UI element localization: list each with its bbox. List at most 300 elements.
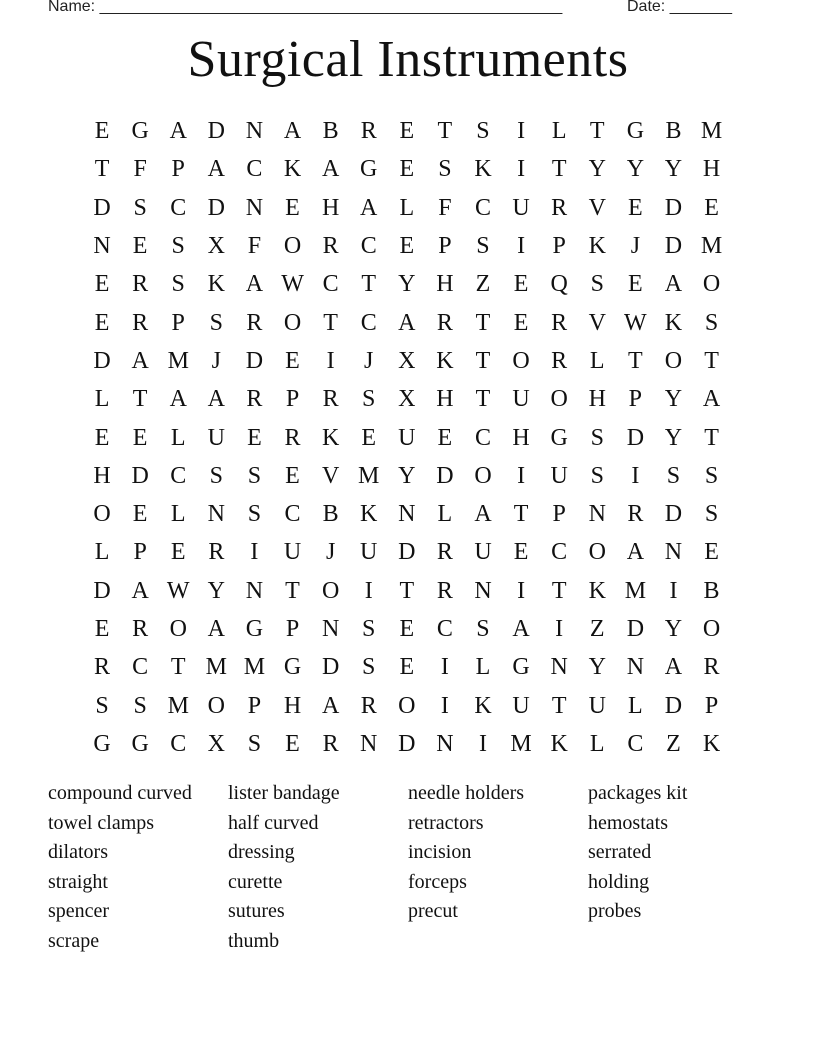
grid-letter[interactable]: S — [476, 233, 490, 260]
grid-letter[interactable]: R — [322, 233, 339, 260]
grid-letter[interactable]: I — [631, 462, 640, 489]
grid-letter[interactable]: D — [93, 194, 111, 221]
grid-letter[interactable]: B — [322, 118, 339, 145]
grid-letter[interactable]: G — [93, 730, 111, 757]
grid-letter[interactable]: J — [325, 539, 336, 566]
grid-letter[interactable]: S — [171, 233, 185, 260]
grid-letter[interactable]: Y — [664, 424, 683, 451]
grid-letter[interactable]: P — [171, 156, 185, 183]
grid-letter[interactable]: E — [399, 156, 415, 183]
grid-letter[interactable]: R — [551, 309, 568, 336]
grid-letter[interactable]: M — [700, 118, 723, 145]
grid-letter[interactable]: O — [207, 692, 225, 719]
grid-letter[interactable]: C — [322, 271, 339, 298]
grid-letter[interactable]: S — [704, 501, 719, 528]
grid-letter[interactable]: S — [171, 271, 185, 298]
grid-letter[interactable]: L — [94, 386, 110, 413]
grid-letter[interactable]: K — [664, 309, 683, 336]
grid-letter[interactable]: R — [132, 271, 149, 298]
grid-letter[interactable]: T — [323, 309, 338, 336]
grid-letter[interactable]: S — [247, 462, 262, 489]
grid-letter[interactable]: E — [513, 539, 529, 566]
grid-letter[interactable]: X — [207, 730, 225, 757]
grid-letter[interactable]: R — [360, 692, 377, 719]
grid-letter[interactable]: E — [285, 730, 300, 757]
grid-letter[interactable]: A — [398, 309, 416, 336]
grid-letter[interactable]: N — [245, 194, 264, 221]
grid-letter[interactable]: L — [589, 730, 605, 757]
grid-letter[interactable]: I — [440, 692, 449, 719]
grid-letter[interactable]: C — [360, 233, 377, 260]
grid-letter[interactable]: N — [207, 501, 225, 528]
grid-letter[interactable]: D — [664, 194, 683, 221]
grid-letter[interactable]: K — [321, 424, 340, 451]
grid-letter[interactable]: T — [628, 347, 643, 374]
grid-letter[interactable]: U — [512, 386, 530, 413]
grid-letter[interactable]: E — [399, 616, 415, 642]
grid-letter[interactable]: A — [207, 616, 225, 642]
grid-letter[interactable]: Y — [207, 577, 225, 604]
grid-letter[interactable]: E — [437, 424, 453, 451]
grid-letter[interactable]: U — [283, 539, 302, 566]
grid-letter[interactable]: E — [94, 616, 110, 642]
grid-letter[interactable]: R — [551, 347, 568, 374]
grid-letter[interactable]: G — [550, 424, 568, 451]
grid-letter[interactable]: T — [285, 577, 300, 604]
grid-letter[interactable]: T — [589, 118, 605, 145]
word-list — [48, 779, 768, 957]
grid-letter[interactable]: E — [399, 118, 415, 145]
grid-letter[interactable]: E — [628, 271, 643, 298]
grid-letter[interactable]: G — [626, 118, 645, 145]
grid-letter[interactable]: A — [207, 386, 225, 413]
grid-letter[interactable]: E — [513, 309, 529, 336]
grid-letter[interactable]: X — [207, 233, 225, 260]
grid-letter[interactable]: N — [360, 730, 378, 757]
grid-letter[interactable]: E — [399, 654, 415, 681]
grid-letter[interactable]: Y — [398, 462, 416, 489]
grid-letter[interactable]: D — [436, 462, 454, 489]
grid-letter[interactable]: R — [132, 309, 149, 336]
grid-letter[interactable]: A — [207, 156, 225, 183]
grid-letter[interactable]: D — [131, 462, 149, 489]
grid-letter[interactable]: T — [551, 156, 567, 183]
grid-letter[interactable]: S — [133, 194, 147, 221]
grid-letter[interactable]: U — [398, 424, 416, 451]
grid-letter[interactable]: R — [436, 309, 453, 336]
grid-letter[interactable]: H — [436, 271, 454, 298]
grid-letter[interactable]: H — [93, 462, 111, 489]
grid-letter[interactable]: O — [702, 271, 721, 298]
grid-letter[interactable]: U — [588, 692, 606, 719]
grid-letter[interactable]: P — [704, 692, 719, 719]
grid-letter[interactable]: I — [478, 730, 487, 757]
grid-letter[interactable]: P — [438, 233, 452, 260]
grid-letter[interactable]: L — [589, 347, 605, 374]
grid-letter[interactable]: R — [436, 577, 453, 604]
grid-letter[interactable]: G — [283, 654, 302, 681]
grid-letter[interactable]: I — [326, 347, 335, 374]
grid-letter[interactable]: I — [517, 462, 526, 489]
grid-letter[interactable]: N — [474, 577, 492, 604]
grid-letter[interactable]: D — [664, 692, 683, 719]
grid-letter[interactable]: E — [704, 194, 719, 221]
date-field-label[interactable]: Date: _______ — [627, 0, 732, 15]
grid-letter[interactable]: P — [628, 386, 643, 413]
word-list-item: probes — [588, 900, 642, 923]
grid-letter[interactable]: X — [398, 347, 416, 374]
grid-letter[interactable]: P — [285, 386, 300, 413]
grid-letter[interactable]: E — [399, 233, 415, 260]
grid-letter[interactable]: U — [474, 539, 492, 566]
grid-letter[interactable]: E — [628, 194, 643, 221]
grid-letter[interactable]: G — [245, 616, 264, 642]
grid-letter[interactable]: J — [630, 233, 641, 260]
grid-letter[interactable]: H — [588, 386, 606, 413]
grid-letter[interactable]: N — [588, 501, 606, 528]
grid-letter[interactable]: I — [517, 577, 526, 604]
grid-letter[interactable]: U — [207, 424, 225, 451]
grid-letter[interactable]: I — [555, 616, 564, 642]
grid-letter[interactable]: Y — [664, 386, 683, 413]
grid-letter[interactable]: A — [664, 271, 683, 298]
grid-letter[interactable]: Y — [398, 271, 416, 298]
grid-letter[interactable]: R — [284, 424, 301, 451]
grid-letter[interactable]: A — [664, 654, 683, 681]
grid-letter[interactable]: H — [702, 156, 721, 183]
grid-letter[interactable]: F — [133, 156, 147, 183]
grid-letter[interactable]: Z — [666, 730, 681, 757]
grid-letter[interactable]: Y — [664, 156, 683, 183]
grid-letter[interactable]: S — [438, 156, 452, 183]
grid-letter[interactable]: I — [440, 654, 449, 681]
grid-letter[interactable]: S — [247, 501, 262, 528]
word-list-item — [588, 927, 768, 957]
grid-letter[interactable]: S — [133, 692, 147, 719]
grid-letter[interactable]: D — [245, 347, 264, 374]
grid-letter[interactable]: F — [438, 194, 452, 221]
grid-letter[interactable]: Q — [550, 271, 568, 298]
grid-letter[interactable]: H — [321, 194, 340, 221]
grid-letter[interactable]: H — [436, 386, 454, 413]
grid-letter[interactable]: C — [436, 616, 453, 642]
grid-letter[interactable]: E — [94, 424, 110, 451]
grid-letter[interactable]: T — [551, 577, 567, 604]
word-list-item: precut — [408, 900, 458, 923]
grid-letter[interactable]: S — [362, 616, 376, 642]
grid-letter[interactable]: I — [517, 118, 526, 145]
grid-letter[interactable]: S — [476, 118, 490, 145]
grid-letter[interactable]: R — [703, 654, 720, 681]
grid-letter[interactable]: K — [550, 730, 568, 757]
grid-letter[interactable]: M — [624, 577, 647, 604]
grid-letter[interactable]: Y — [626, 156, 645, 183]
grid-letter[interactable]: K — [588, 233, 606, 260]
grid-letter[interactable]: L — [475, 654, 491, 681]
grid-letter[interactable]: G — [512, 654, 530, 681]
grid-letter[interactable]: T — [475, 347, 491, 374]
grid-letter[interactable]: C — [132, 654, 149, 681]
grid-letter[interactable]: E — [170, 539, 186, 566]
grid-letter[interactable]: C — [170, 194, 187, 221]
grid-letter[interactable]: K — [436, 347, 454, 374]
grid-letter[interactable]: Y — [588, 654, 606, 681]
grid-letter[interactable]: R — [132, 616, 149, 642]
grid-letter[interactable]: M — [700, 233, 723, 260]
grid-letter[interactable]: E — [361, 424, 377, 451]
grid-letter[interactable]: G — [131, 730, 149, 757]
grid-letter[interactable]: P — [552, 233, 566, 260]
grid-letter[interactable]: Y — [588, 156, 606, 183]
grid-letter[interactable]: S — [590, 462, 604, 489]
grid-letter[interactable]: K — [207, 271, 225, 298]
grid-letter[interactable]: C — [360, 309, 377, 336]
grid-letter[interactable]: E — [285, 462, 300, 489]
grid-letter[interactable]: P — [285, 616, 300, 642]
grid-letter[interactable]: P — [247, 692, 262, 719]
grid-letter[interactable]: E — [513, 271, 529, 298]
grid-letter[interactable]: B — [703, 577, 720, 604]
grid-letter[interactable]: G — [131, 118, 149, 145]
grid-letter[interactable]: T — [475, 309, 491, 336]
grid-letter[interactable]: E — [247, 424, 262, 451]
grid-letter[interactable]: D — [321, 654, 340, 681]
grid-letter[interactable]: A — [169, 118, 187, 145]
grid-letter[interactable]: O — [512, 347, 530, 374]
grid-letter[interactable]: L — [551, 118, 567, 145]
grid-letter[interactable]: W — [281, 271, 304, 298]
grid-letter[interactable]: D — [664, 233, 683, 260]
grid-letter[interactable]: N — [321, 616, 340, 642]
grid-letter[interactable]: D — [626, 424, 645, 451]
grid-letter[interactable]: S — [476, 616, 490, 642]
grid-letter[interactable]: T — [132, 386, 148, 413]
grid-letter[interactable]: A — [169, 386, 187, 413]
grid-letter[interactable]: T — [170, 654, 186, 681]
grid-letter[interactable]: J — [211, 347, 221, 374]
grid-letter[interactable]: K — [588, 577, 606, 604]
grid-letter[interactable]: A — [245, 271, 264, 298]
grid-letter[interactable]: N — [664, 539, 683, 566]
grid-letter[interactable]: C — [170, 730, 187, 757]
grid-letter[interactable]: R — [322, 386, 339, 413]
grid-letter[interactable]: E — [704, 539, 719, 566]
grid-letter[interactable]: I — [517, 233, 526, 260]
grid-letter[interactable]: F — [247, 233, 262, 260]
grid-row — [83, 189, 733, 227]
grid-letter[interactable]: S — [209, 462, 223, 489]
grid-letter[interactable]: E — [132, 233, 148, 260]
grid-letter[interactable]: T — [704, 424, 719, 451]
grid-letter[interactable]: W — [624, 309, 647, 336]
grid-letter[interactable]: A — [512, 616, 530, 642]
grid-letter[interactable]: R — [208, 539, 225, 566]
grid-letter[interactable]: M — [243, 654, 266, 681]
grid-letter[interactable]: K — [360, 501, 378, 528]
grid-letter[interactable]: T — [361, 271, 377, 298]
grid-letter[interactable]: E — [94, 271, 110, 298]
grid-letter[interactable]: E — [285, 194, 300, 221]
grid-letter[interactable]: N — [626, 654, 645, 681]
grid-letter[interactable]: S — [362, 654, 376, 681]
grid-letter[interactable]: M — [510, 730, 532, 757]
word-list-item: compound curved — [48, 782, 192, 804]
grid-letter[interactable]: R — [246, 386, 263, 413]
word-list-item: holding — [588, 870, 650, 893]
grid-letter[interactable]: M — [358, 462, 380, 489]
grid-letter[interactable]: K — [474, 692, 492, 719]
grid-letter[interactable]: O — [93, 501, 111, 528]
grid-letter[interactable]: U — [360, 539, 378, 566]
grid-letter[interactable]: U — [550, 462, 568, 489]
grid-letter[interactable]: N — [398, 501, 416, 528]
grid-letter[interactable]: O — [283, 309, 302, 336]
grid-letter[interactable]: E — [132, 424, 148, 451]
grid-letter[interactable]: Z — [589, 616, 605, 642]
word-list-item: dilators — [48, 841, 108, 864]
grid-letter[interactable]: R — [246, 309, 263, 336]
grid-letter[interactable]: T — [475, 386, 491, 413]
grid-letter[interactable]: H — [283, 692, 302, 719]
grid-letter[interactable]: T — [551, 692, 567, 719]
grid-letter[interactable]: O — [398, 692, 416, 719]
grid-letter[interactable]: J — [364, 347, 374, 374]
grid-letter[interactable]: L — [628, 692, 643, 719]
grid-letter[interactable]: C — [284, 501, 301, 528]
grid-letter[interactable]: M — [167, 347, 189, 374]
grid-letter[interactable]: S — [209, 309, 223, 336]
grid-letter[interactable]: G — [360, 156, 378, 183]
grid-letter[interactable]: L — [170, 424, 186, 451]
grid-letter[interactable]: L — [437, 501, 453, 528]
grid-letter[interactable]: U — [512, 692, 530, 719]
grid-letter[interactable]: K — [702, 730, 721, 757]
grid-letter[interactable]: O — [702, 616, 721, 642]
grid-letter[interactable]: M — [205, 654, 227, 681]
grid-letter[interactable]: N — [245, 577, 264, 604]
grid-letter[interactable]: O — [283, 233, 302, 260]
grid-letter[interactable]: D — [93, 577, 111, 604]
grid-letter[interactable]: O — [588, 539, 606, 566]
grid-letter[interactable]: V — [321, 462, 340, 489]
grid-letter[interactable]: D — [207, 194, 225, 221]
grid-letter[interactable]: N — [436, 730, 454, 757]
grid-letter[interactable]: I — [250, 539, 259, 566]
grid-letter[interactable]: E — [94, 309, 110, 336]
grid-letter[interactable]: R — [627, 501, 644, 528]
grid-letter[interactable]: A — [321, 156, 340, 183]
grid-letter[interactable]: R — [360, 118, 377, 145]
grid-letter[interactable]: B — [322, 501, 339, 528]
grid-letter[interactable]: I — [669, 577, 678, 604]
grid-letter[interactable]: T — [399, 577, 415, 604]
grid-letter[interactable]: V — [588, 194, 606, 221]
grid-letter[interactable]: O — [664, 347, 683, 374]
word-search-grid[interactable] — [83, 112, 733, 763]
name-field-label[interactable]: Name: ____________________________________________________ — [48, 0, 563, 15]
grid-letter[interactable]: T — [704, 347, 719, 374]
grid-letter[interactable]: A — [131, 347, 149, 374]
grid-letter[interactable]: A — [702, 386, 721, 413]
grid-letter[interactable]: N — [93, 233, 111, 260]
grid-letter[interactable]: R — [94, 654, 111, 681]
grid-letter[interactable]: P — [171, 309, 185, 336]
grid-letter[interactable]: D — [664, 501, 683, 528]
grid-letter[interactable]: S — [590, 424, 604, 451]
grid-letter[interactable]: E — [94, 118, 110, 145]
grid-letter[interactable]: O — [321, 577, 340, 604]
grid-letter[interactable]: T — [437, 118, 453, 145]
grid-letter[interactable]: R — [322, 730, 339, 757]
grid-letter[interactable]: T — [94, 156, 110, 183]
grid-letter[interactable]: R — [551, 194, 568, 221]
grid-letter[interactable]: B — [665, 118, 682, 145]
grid-letter[interactable]: D — [398, 539, 416, 566]
grid-letter[interactable]: E — [285, 347, 300, 374]
grid-letter[interactable]: D — [93, 347, 111, 374]
grid-letter[interactable]: A — [360, 194, 378, 221]
grid-letter[interactable]: T — [513, 501, 529, 528]
grid-letter[interactable]: K — [283, 156, 302, 183]
grid-letter[interactable]: C — [246, 156, 263, 183]
grid-letter[interactable]: K — [474, 156, 492, 183]
grid-letter[interactable]: S — [704, 309, 719, 336]
grid-letter[interactable]: S — [590, 271, 604, 298]
grid-letter[interactable]: W — [166, 577, 190, 604]
grid-letter[interactable]: Y — [664, 616, 683, 642]
grid-letter[interactable]: S — [247, 730, 262, 757]
grid-letter[interactable]: A — [626, 539, 645, 566]
grid-letter[interactable]: U — [512, 194, 530, 221]
grid-letter[interactable]: C — [474, 424, 491, 451]
grid-letter[interactable]: A — [283, 118, 302, 145]
grid-letter[interactable]: S — [666, 462, 681, 489]
grid-letter[interactable]: I — [517, 156, 526, 183]
grid-letter[interactable]: N — [245, 118, 264, 145]
grid-letter[interactable]: V — [588, 309, 606, 336]
grid-letter[interactable]: C — [170, 462, 187, 489]
grid-letter[interactable]: S — [95, 692, 109, 719]
grid-letter[interactable]: O — [474, 462, 492, 489]
grid-letter[interactable]: E — [132, 501, 148, 528]
grid-letter[interactable]: A — [131, 577, 149, 604]
grid-letter[interactable]: C — [627, 730, 644, 757]
grid-letter[interactable]: S — [704, 462, 719, 489]
grid-letter[interactable]: I — [364, 577, 373, 604]
grid-letter[interactable]: M — [167, 692, 189, 719]
grid-letter[interactable]: C — [551, 539, 568, 566]
grid-letter[interactable]: D — [626, 616, 645, 642]
grid-letter[interactable]: P — [133, 539, 147, 566]
grid-letter[interactable]: L — [94, 539, 110, 566]
grid-letter[interactable]: P — [552, 501, 566, 528]
grid-letter[interactable]: Z — [475, 271, 491, 298]
grid-letter[interactable]: L — [170, 501, 186, 528]
grid-letter[interactable]: N — [550, 654, 568, 681]
grid-letter[interactable]: A — [321, 692, 340, 719]
grid-letter[interactable]: O — [169, 616, 187, 642]
grid-letter[interactable]: C — [474, 194, 491, 221]
grid-letter[interactable]: R — [436, 539, 453, 566]
grid-letter[interactable]: S — [362, 386, 376, 413]
grid-letter[interactable]: H — [512, 424, 530, 451]
grid-letter[interactable]: A — [474, 501, 492, 528]
grid-letter[interactable]: D — [207, 118, 225, 145]
grid-letter[interactable]: X — [398, 386, 416, 413]
grid-letter[interactable]: L — [399, 194, 415, 221]
grid-letter[interactable]: O — [550, 386, 568, 413]
grid-letter[interactable]: D — [398, 730, 416, 757]
